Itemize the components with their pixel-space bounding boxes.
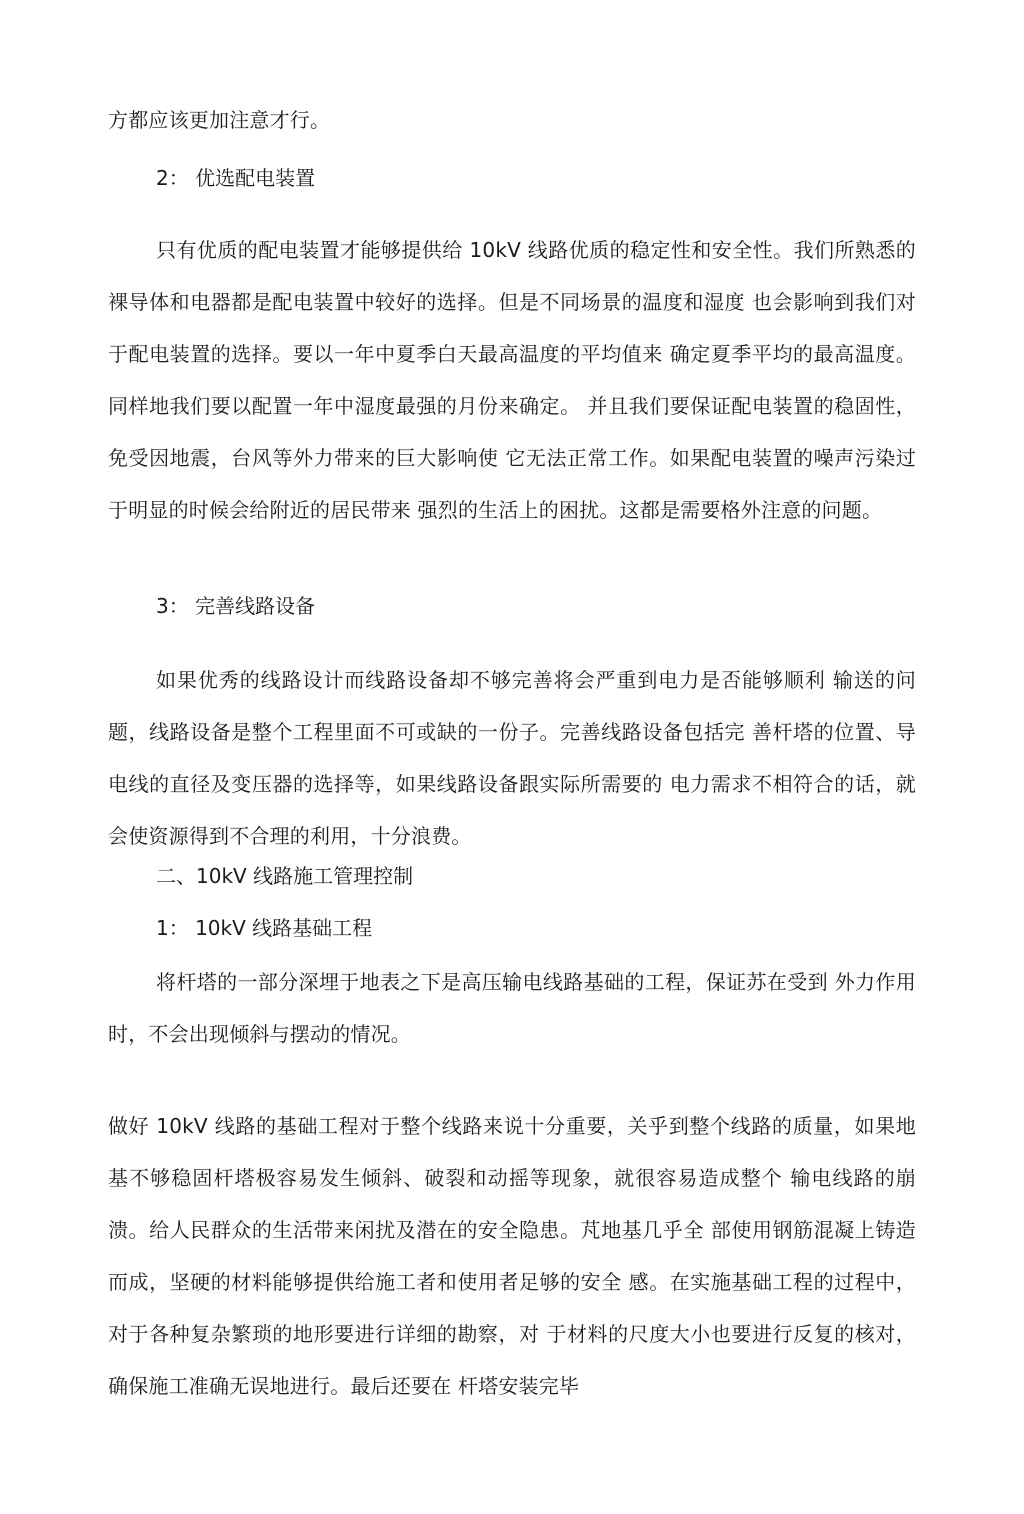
paragraph-foundation-intro: 将杆塔的一部分深埋于地表之下是高压输电线路基础的工程，保证苏在受到 外力作用时，不会出现倾斜与摆动的情况。 — [108, 970, 916, 1046]
section-heading-construction-control: 二、10kV 线路施工管理控制 — [156, 864, 414, 888]
paragraph-distribution-device: 只有优质的配电装置才能够提供给 10kV 线路优质的稳定性和安全性。我们所熟悉的裸导体和电器都是配电装置中较好的选择。但是不同场景的温度和湿度 也会影响到我们对于配电装置的选择。要以一年中夏季白天最高温度的平均值来 确定夏季平均的最高温度。同样地我们要以配置一年中湿度最强的月份来确定。 并且我们要保证配电装置的稳固性，免受因地震，台风等外力带来的巨大影响使 它无法正常工作。如果配电装置的噪声污染过于明显的时候会给附近的居民带来 强烈的生活上的困扰。这都是需要格外注意的问题。 — [108, 238, 916, 522]
paragraph-foundation-details: 做好 10kV 线路的基础工程对于整个线路来说十分重要，关乎到整个线路的质量，如果地基不够稳固杆塔极容易发生倾斜、破裂和动摇等现象，就很容易造成整个 输电线路的崩溃。给人民群众的生活带来闲扰及潜在的安全隐患。芃地基几乎全 部使用钢筋混凝上铸造而成，坚硬的材料能够提供给施工者和使用者足够的安全 感。在实施基础工程的过程中，对于各种复杂繁琐的地形要进行详细的勘察，对 于材料的尺度大小也要进行反复的核对，确保施工准确无误地进行。最后还要在 杆塔安装完毕 — [108, 1114, 916, 1398]
paragraph-line-equipment: 如果优秀的线路设计而线路设备却不够完善将会严重到电力是否能够顺利 输送的问题，线路设备是整个工程里面不可或缺的一份子。完善线路设备包括完 善杆塔的位置、导电线的直径及变压器的选择等，如果线路设备跟实际所需要的 电力需求不相符合的话，就会使资源得到不合理的利用，十分浪费。 — [108, 668, 916, 848]
heading-foundation-engineering: 1： 10kV 线路基础工程 — [156, 916, 373, 940]
heading-optimize-distribution-device: 2： 优选配电装置 — [156, 166, 316, 190]
intro-paragraph: 方都应该更加注意才行。 — [108, 108, 331, 132]
heading-improve-line-equipment: 3： 完善线路设备 — [156, 594, 316, 618]
